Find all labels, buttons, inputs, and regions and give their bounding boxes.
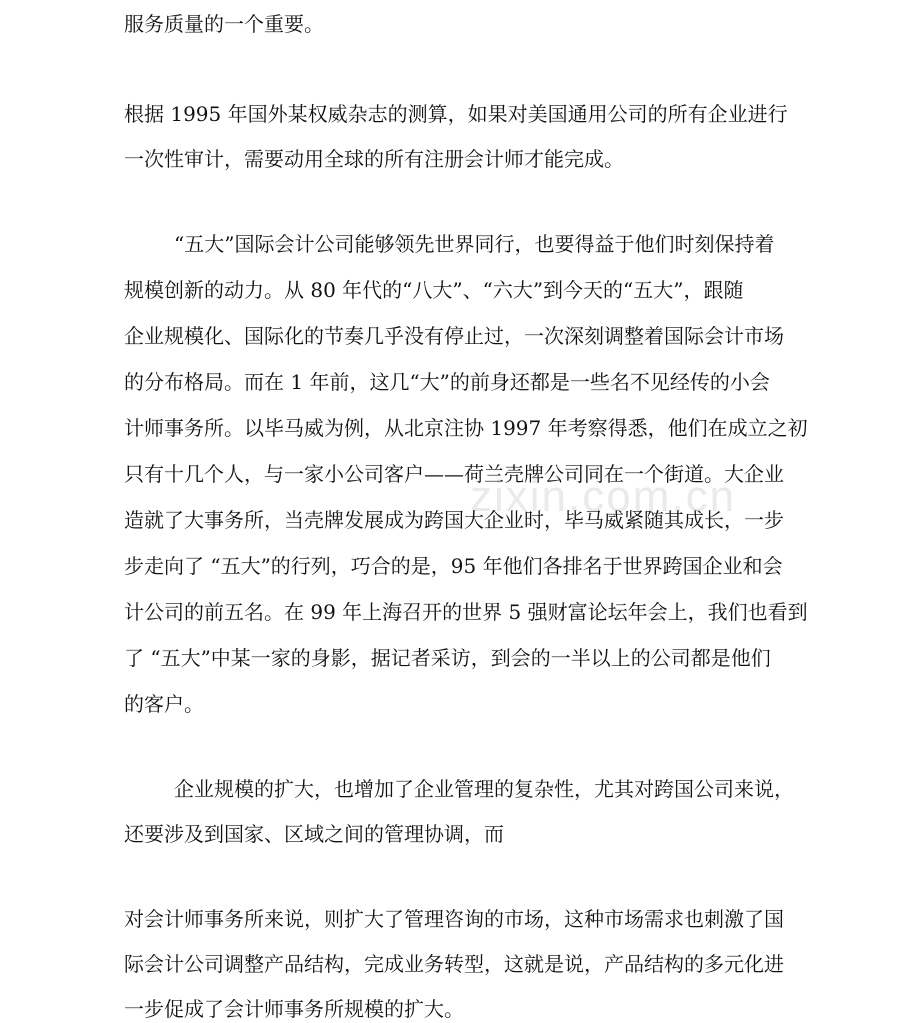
watermark: zixin.com.cn — [470, 472, 737, 521]
paragraph-line: 服务质量的一个重要。 — [124, 12, 324, 36]
paragraph-line: 只有十几个人，与一家小公司客户——荷兰壳牌公司同在一个街道。大企业 — [124, 462, 784, 486]
paragraph-line: 计师事务所。以毕马威为例，从北京注协 1997 年考察得悉，他们在成立之初 — [124, 416, 808, 440]
paragraph-line: 根据 1995 年国外某权威杂志的测算，如果对美国通用公司的所有企业进行 — [124, 102, 788, 126]
paragraph-line: “五大”国际会计公司能够领先世界同行，也要得益于他们时刻保持着 — [174, 232, 775, 256]
paragraph-line: 企业规模化、国际化的节奏几乎没有停止过，一次深刻调整着国际会计市场 — [124, 324, 784, 348]
paragraph-line: 步走向了 “五大”的行列，巧合的是，95 年他们各排名于世界跨国企业和会 — [124, 554, 783, 578]
paragraph-line: 企业规模的扩大，也增加了企业管理的复杂性，尤其对跨国公司来说， — [174, 777, 794, 801]
paragraph-line: 的客户。 — [124, 692, 204, 716]
paragraph-line: 了 “五大”中某一家的身影，据记者采访，到会的一半以上的公司都是他们 — [124, 646, 771, 670]
paragraph-line: 造就了大事务所，当壳牌发展成为跨国大企业时，毕马威紧随其成长，一步 — [124, 508, 784, 532]
paragraph-line: 一次性审计，需要动用全球的所有注册会计师才能完成。 — [124, 147, 624, 171]
paragraph-line: 对会计师事务所来说，则扩大了管理咨询的市场，这种市场需求也刺激了国 — [124, 907, 784, 931]
paragraph-line: 一步促成了会计师事务所规模的扩大。 — [124, 997, 464, 1021]
paragraph-line: 计公司的前五名。在 99 年上海召开的世界 5 强财富论坛年会上，我们也看到 — [124, 600, 808, 624]
paragraph-line: 规模创新的动力。从 80 年代的“八大”、“六大”到今天的“五大”，跟随 — [124, 278, 744, 302]
paragraph-line: 际会计公司调整产品结构，完成业务转型，这就是说，产品结构的多元化进 — [124, 952, 784, 976]
paragraph-line: 还要涉及到国家、区域之间的管理协调，而 — [124, 822, 504, 846]
paragraph-line: 的分布格局。而在 1 年前，这几“大”的前身还都是一些名不见经传的小会 — [124, 370, 770, 394]
